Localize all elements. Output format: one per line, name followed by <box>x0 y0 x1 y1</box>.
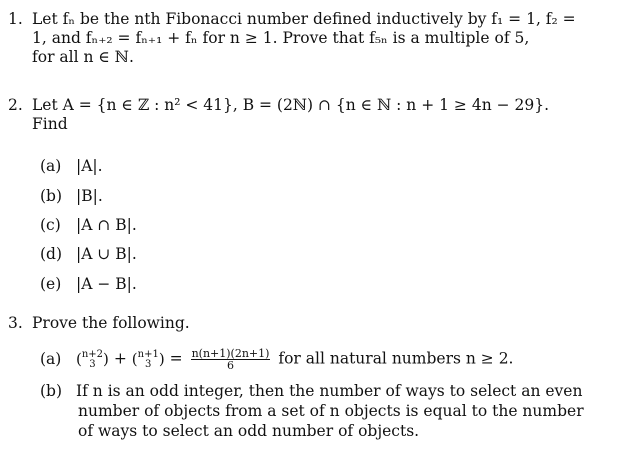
part-e <box>40 275 137 294</box>
binomial-1: ( n+2 3 ) <box>76 348 109 370</box>
fraction <box>191 348 271 371</box>
fraction-denominator: 6 <box>226 359 234 372</box>
problem-text-line: for all n ∈ ℕ. <box>32 48 134 66</box>
binomial-bottom: 3 <box>89 358 96 370</box>
part-b-continuation: number of objects from a set of n objects is equal to the number <box>78 402 584 420</box>
plus-sign: + <box>113 349 127 368</box>
part-b-continuation: of ways to select an odd number of objects. <box>78 422 420 440</box>
part-text: for all natural numbers n ≥ 2. <box>278 349 514 368</box>
part-text: |A|. <box>76 157 103 175</box>
part-label: (a) <box>40 157 62 175</box>
problem-text-line: Find <box>32 115 68 133</box>
binomial-2: ( n+1 3 ) <box>131 348 165 370</box>
binomial-top: n+2 <box>81 348 104 360</box>
problem-2 <box>8 96 614 134</box>
part-label: (c) <box>40 216 61 234</box>
problem-1 <box>8 10 614 67</box>
part-label: (b) <box>40 382 63 400</box>
part-c <box>40 216 137 235</box>
part-b <box>40 187 103 206</box>
part-label: (d) <box>40 245 63 263</box>
problem-text-line: Prove the following. <box>32 314 190 332</box>
part-a <box>40 157 103 176</box>
problem-3 <box>8 314 614 333</box>
part-text-line: If n is an odd integer, then the number of ways to select an even <box>76 382 583 400</box>
part-label: (e) <box>40 275 62 293</box>
part-b <box>40 382 582 401</box>
fraction-numerator: n(n+1)(2n+1) <box>191 347 270 360</box>
binomial-bottom: 3 <box>145 358 152 370</box>
problem-text-line: 1, and fₙ₊₂ = fₙ₊₁ + fₙ for n ≥ 1. Prove that f₅ₙ is a multiple of 5, <box>32 29 530 47</box>
part-text: |B|. <box>76 187 103 205</box>
equals-sign: = <box>169 349 183 368</box>
part-text: |A ∪ B|. <box>76 245 137 263</box>
part-d <box>40 245 137 264</box>
problem-number: 2. <box>8 96 23 114</box>
part-a <box>40 348 513 371</box>
problem-text-line: Let A = {n ∈ ℤ : n² < 41}, B = (2ℕ) ∩ {n ∈ ℕ : n + 1 ≥ 4n − 29}. <box>32 96 550 114</box>
part-label: (a) <box>40 349 62 368</box>
part-text: |A − B|. <box>76 275 137 293</box>
problem-number: 3. <box>8 314 23 332</box>
part-text: |A ∩ B|. <box>76 216 137 234</box>
problem-number: 1. <box>8 10 23 28</box>
problem-text-line: Let fₙ be the nth Fibonacci number defined inductively by f₁ = 1, f₂ = <box>32 10 576 28</box>
part-label: (b) <box>40 187 63 205</box>
binomial-top: n+1 <box>137 348 159 360</box>
